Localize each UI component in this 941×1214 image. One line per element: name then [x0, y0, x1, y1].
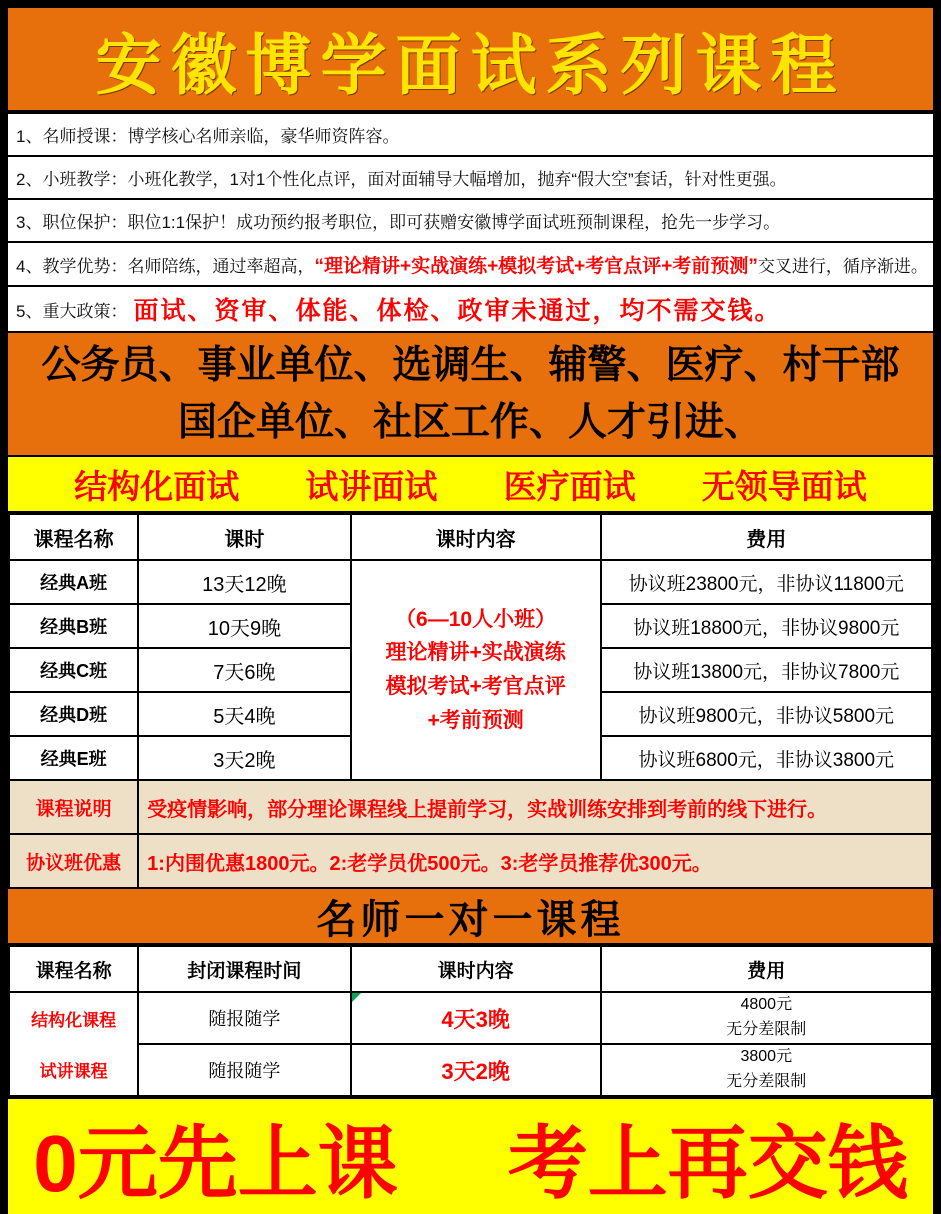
row1-fee-note: 无分差限制 — [726, 1021, 807, 1038]
row2-fee — [601, 1044, 932, 1096]
table-row — [9, 560, 932, 604]
course-table — [8, 513, 933, 889]
class-b-hours: 10天9晚 — [138, 604, 350, 648]
point-4-suffix: 交叉进行，循序渐进。 — [757, 256, 928, 276]
class-d-hours: 5天4晚 — [138, 692, 350, 736]
class-d-name: 经典D班 — [9, 692, 138, 736]
audience-line-1: 公务员、事业单位、选调生、辅警、医疗、村干部 — [41, 344, 900, 387]
audience-line-2: 国企单位、社区工作、人才引进、 — [177, 401, 763, 444]
class-c-name: 经典C班 — [9, 648, 138, 692]
class-b-name: 经典B班 — [9, 604, 138, 648]
header2-content: 课时内容 — [351, 946, 601, 992]
row1-fee-amount: 4800元 — [740, 996, 793, 1014]
one-on-one-title: 名师一对一课程 — [316, 897, 625, 942]
class-a-hours: 13天12晚 — [138, 560, 350, 604]
selling-points — [8, 114, 933, 331]
content-line-4: +考前预测 — [427, 708, 524, 732]
point-2-text: 2、小班教学：小班化教学，1对1个性化点评，面对面辅导大幅增加，抛弃“假大空”套话，针对性更强。 — [16, 170, 787, 189]
slogan-left: 0元先上课 — [33, 1119, 398, 1208]
class-c-hours: 7天6晚 — [138, 648, 350, 692]
point-1-text: 1、名师授课：博学核心名师亲临，豪华师资阵容。 — [16, 127, 400, 146]
course-note-row — [9, 780, 932, 834]
class-a-fee: 协议班23800元，非协议11800元 — [601, 560, 932, 604]
table-row — [9, 1044, 932, 1096]
interview-types-banner — [8, 457, 933, 513]
note-text: 受疫情影响，部分理论课程线上提前学习，实战训练安排到考前的线下进行。 — [138, 780, 932, 834]
row2-fee-note: 无分差限制 — [726, 1073, 807, 1090]
row2-fee-amount: 3800元 — [740, 1048, 793, 1066]
header2-fee: 费用 — [601, 946, 932, 992]
course-table-header — [9, 514, 932, 560]
type-structured: 结构化面试 — [74, 467, 240, 505]
point-4-prefix: 4、教学优势：名师陪练，通过率超高， — [16, 256, 315, 276]
class-b-fee: 协议班18800元，非协议9800元 — [601, 604, 932, 648]
one-on-one-course-names — [9, 992, 138, 1096]
header-hours: 课时 — [138, 514, 350, 560]
row2-duration-text: 3天2晚 — [441, 1058, 510, 1084]
page-title: 安徽博学面试系列课程 — [95, 29, 846, 103]
type-leaderless: 无领导面试 — [701, 467, 867, 505]
point-3-text: 3、职位保护：职位1:1保护！成功预约报考职位，即可获赠安徽博学面试班预制课程，抢先一步学习。 — [16, 213, 781, 232]
course-structured: 结构化课程 — [31, 1011, 117, 1030]
course-content-cell — [351, 560, 601, 780]
class-e-name: 经典E班 — [9, 736, 138, 780]
footer-slogan — [8, 1097, 933, 1214]
row1-fee — [601, 992, 932, 1044]
row2-time: 随报随学 — [138, 1044, 350, 1096]
header2-time: 封闭课程时间 — [138, 946, 350, 992]
class-a-name: 经典A班 — [9, 560, 138, 604]
class-c-fee: 协议班13800元，非协议7800元 — [601, 648, 932, 692]
class-d-fee: 协议班9800元，非协议5800元 — [601, 692, 932, 736]
type-medical: 医疗面试 — [503, 467, 636, 505]
slogan-right: 考上再交钱 — [507, 1119, 908, 1208]
point-2 — [8, 157, 933, 200]
point-3 — [8, 200, 933, 243]
cell-comment-marker — [352, 993, 361, 1002]
note-label: 课程说明 — [9, 780, 138, 834]
point-5-label: 5、重大政策： — [16, 301, 128, 321]
discount-row — [9, 834, 932, 888]
one-on-one-header — [9, 946, 932, 992]
header-course-name: 课程名称 — [9, 514, 138, 560]
point-5 — [8, 287, 933, 331]
title-band — [8, 8, 933, 114]
class-e-fee: 协议班6800元，非协议3800元 — [601, 736, 932, 780]
table-row — [9, 992, 932, 1044]
audience-banner — [8, 331, 933, 457]
header-fee: 费用 — [601, 514, 932, 560]
discount-label: 协议班优惠 — [9, 834, 138, 888]
discount-text: 1:内围优惠1800元。2:老学员优500元。3:老学员推荐优300元。 — [138, 834, 932, 888]
point-4 — [8, 243, 933, 287]
point-5-highlight: 面试、资审、体能、体检、政审未通过，均不需交钱。 — [133, 297, 782, 325]
course-lecture: 试讲课程 — [39, 1062, 108, 1081]
type-lecture: 试讲面试 — [305, 467, 438, 505]
header2-course-name: 课程名称 — [9, 946, 138, 992]
one-on-one-banner — [8, 889, 933, 945]
class-e-hours: 3天2晚 — [138, 736, 350, 780]
point-4-highlight: “理论精讲+实战演练+模拟考试+考官点评+考前预测” — [314, 255, 758, 277]
row1-time: 随报随学 — [138, 992, 350, 1044]
one-on-one-table — [8, 945, 933, 1097]
content-line-1: （6—10人小班） — [395, 607, 557, 631]
row1-duration — [351, 992, 601, 1044]
content-line-3: 模拟考试+考官点评 — [385, 675, 566, 698]
row1-duration-text: 4天3晚 — [441, 1006, 510, 1032]
point-1 — [8, 114, 933, 157]
header-content: 课时内容 — [351, 514, 601, 560]
row2-duration — [351, 1044, 601, 1096]
content-line-2: 理论精讲+实战演练 — [385, 641, 566, 665]
